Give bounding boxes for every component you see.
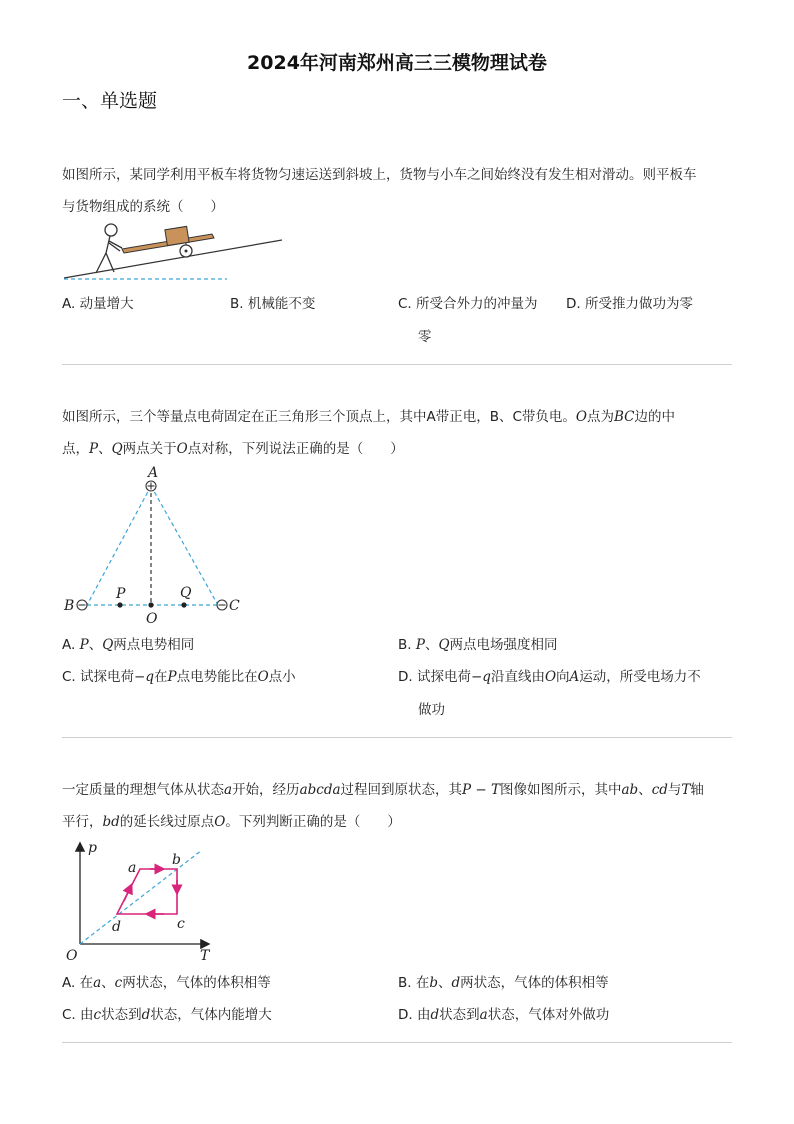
- text-run: C. 试探电荷: [62, 669, 135, 685]
- text-run: 状态到: [439, 1007, 480, 1023]
- math-symbol: P: [167, 669, 177, 685]
- text-run: 沿直线由: [490, 669, 545, 685]
- text-run: 平行，: [62, 814, 103, 830]
- text-run: 与: [667, 782, 682, 798]
- text-run: 两状态，气体的体积相等: [122, 975, 271, 991]
- label-origin: O: [66, 948, 78, 964]
- q3-option-d[interactable]: [398, 1003, 609, 1023]
- q2-stem-line2: [62, 433, 404, 465]
- text-run: 开始，经历: [232, 782, 300, 798]
- cart-icon: [122, 226, 214, 257]
- q2-option-a[interactable]: [62, 633, 194, 653]
- q2-option-d[interactable]: [398, 665, 701, 685]
- text-run: 轴: [690, 782, 704, 798]
- math-symbol: P: [415, 637, 425, 653]
- arrow-da: [124, 888, 130, 901]
- text-run: D. 由: [398, 1007, 431, 1023]
- q1-option-b[interactable]: B. 机械能不变: [230, 296, 316, 312]
- text-run: B. 在: [398, 975, 430, 991]
- text-run: D. 试探电荷: [398, 669, 471, 685]
- page-title: 2024年河南郑州高三三模物理试卷: [247, 52, 547, 74]
- text-run: 、: [98, 441, 112, 457]
- math-symbol: O: [257, 669, 269, 685]
- math-symbol: O: [544, 669, 557, 685]
- text-run: 点，: [62, 441, 89, 457]
- text-run: 边的中: [634, 409, 676, 425]
- math-symbol: −q: [470, 669, 491, 685]
- math-symbol: P − T: [462, 782, 500, 798]
- math-symbol: c: [93, 1007, 102, 1023]
- math-symbol: Q: [111, 441, 123, 457]
- q2-option-d-continued: 做功: [418, 702, 445, 718]
- text-run: 。下列判断正确的是（ ）: [225, 814, 401, 830]
- math-symbol: cd: [651, 782, 668, 798]
- math-symbol: Q: [102, 637, 114, 653]
- abcda-cycle: [117, 869, 177, 914]
- q1-stem-line2: 与货物组成的系统（ ）: [62, 199, 224, 215]
- q3-figure-p-t-graph: [60, 836, 220, 964]
- q2-stem-line1: [62, 401, 675, 433]
- q1-option-c-continued: 零: [418, 329, 432, 345]
- math-symbol: Q: [438, 637, 450, 653]
- label-a: A: [148, 465, 159, 481]
- text-run: 两点关于: [122, 441, 177, 457]
- math-symbol: b: [429, 975, 439, 991]
- point-o: [148, 602, 153, 607]
- math-symbol: T: [681, 782, 691, 798]
- positive-charge-icon: [146, 481, 156, 491]
- q2-figure-triangle-charges: [60, 464, 250, 626]
- q2-option-c[interactable]: [62, 665, 296, 685]
- q1-stem-line1: 如图所示，某同学利用平板车将货物匀速运送到斜坡上，货物与小车之间始终没有发生相对滑动。则平板车: [62, 167, 697, 183]
- text-run: 如图所示，三个等量点电荷固定在正三角形三个顶点上，其中A带正电，B、C带负电。: [62, 409, 576, 425]
- label-a: a: [128, 860, 137, 876]
- person-icon: [96, 224, 122, 273]
- box-icon: [165, 226, 189, 245]
- point-p: [117, 602, 122, 607]
- label-c: C: [229, 598, 240, 614]
- q3-stem-line1: [62, 774, 704, 806]
- text-run: 在: [153, 669, 168, 685]
- text-run: 图像如图所示，其中: [500, 782, 622, 798]
- math-symbol: abcda: [299, 782, 341, 798]
- q3-stem-line2: [62, 806, 401, 838]
- q1-option-c[interactable]: C. 所受合外力的冲量为: [398, 296, 538, 312]
- text-run: 、: [438, 975, 452, 991]
- label-p-axis: p: [88, 840, 97, 856]
- math-symbol: O: [214, 814, 226, 830]
- label-o: O: [146, 611, 158, 627]
- text-run: 状态，气体内能增大: [150, 1007, 272, 1023]
- label-q: Q: [180, 585, 192, 601]
- math-symbol: bd: [102, 814, 120, 830]
- point-q: [181, 602, 186, 607]
- math-symbol: a: [224, 782, 233, 798]
- label-b: B: [64, 598, 75, 614]
- math-symbol: P: [89, 441, 99, 457]
- label-p: P: [116, 586, 126, 602]
- q3-option-a[interactable]: [62, 971, 271, 991]
- text-run: B.: [398, 637, 416, 653]
- negative-charge-b-icon: [77, 600, 87, 610]
- text-run: C. 由: [62, 1007, 94, 1023]
- text-run: 、: [424, 637, 439, 653]
- label-c: c: [177, 916, 185, 932]
- text-run: 两状态，气体的体积相等: [460, 975, 609, 991]
- text-run: A. 在: [62, 975, 94, 991]
- math-symbol: d: [430, 1007, 440, 1023]
- math-symbol: a: [479, 1007, 488, 1023]
- text-run: 两点电场强度相同: [449, 637, 558, 653]
- divider: [62, 364, 732, 365]
- text-run: 点电势能比在: [176, 669, 258, 685]
- text-run: A.: [62, 637, 80, 653]
- math-symbol: −q: [134, 669, 154, 685]
- math-symbol: d: [141, 1007, 151, 1023]
- math-symbol: BC: [614, 409, 635, 425]
- text-run: 、: [101, 975, 115, 991]
- q1-option-d[interactable]: D. 所受推力做功为零: [566, 296, 693, 312]
- section-heading: 一、单选题: [62, 90, 158, 112]
- text-run: 状态到: [101, 1007, 142, 1023]
- math-symbol: d: [451, 975, 461, 991]
- math-symbol: P: [79, 637, 89, 653]
- text-run: 点对称，下列说法正确的是（ ）: [187, 441, 404, 457]
- negative-charge-c-icon: [217, 600, 227, 610]
- q3-option-b[interactable]: [398, 971, 609, 991]
- q3-option-c[interactable]: [62, 1003, 272, 1023]
- divider: [62, 737, 732, 738]
- text-run: 的延长线过原点: [119, 814, 215, 830]
- math-symbol: a: [93, 975, 102, 991]
- text-run: 、: [88, 637, 103, 653]
- math-symbol: c: [114, 975, 123, 991]
- text-run: 一定质量的理想气体从状态: [62, 782, 224, 798]
- divider: [62, 1042, 732, 1043]
- text-run: 两点电势相同: [113, 637, 195, 653]
- text-run: 点为: [587, 409, 614, 425]
- text-run: 状态，气体对外做功: [487, 1007, 610, 1023]
- math-symbol: O: [176, 441, 188, 457]
- label-b: b: [172, 852, 181, 868]
- text-run: 、: [638, 782, 652, 798]
- math-symbol: ab: [621, 782, 639, 798]
- label-d: d: [112, 919, 121, 935]
- text-run: 点小: [268, 669, 296, 685]
- math-symbol: O: [575, 409, 587, 425]
- text-run: 运动，所受电场力不: [579, 669, 701, 685]
- math-symbol: A: [569, 669, 580, 685]
- text-run: 过程回到原状态，其: [340, 782, 463, 798]
- text-run: 向: [556, 669, 570, 685]
- q1-figure-cart-on-slope: [62, 220, 287, 284]
- q1-option-a[interactable]: A. 动量增大: [62, 296, 134, 312]
- q2-option-b[interactable]: [398, 633, 558, 653]
- label-t-axis: T: [200, 948, 210, 964]
